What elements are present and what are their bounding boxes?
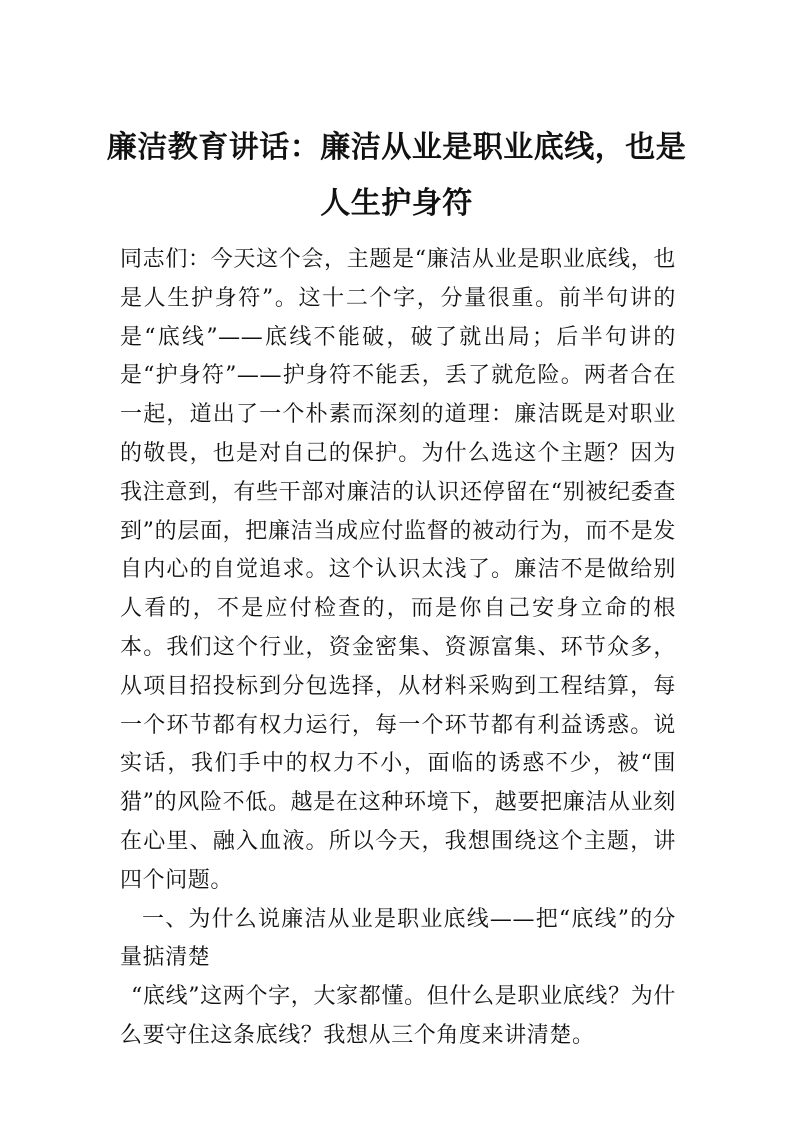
document-body [120, 241, 676, 1056]
document-title [100, 120, 693, 232]
intro-paragraph: 同志们：今天这个会，主题是“廉洁从业是职业底线，也是人生护身符”。这十二个字，分量很重。前半句讲的是“底线”——底线不能破，破了就出局；后半句讲的是“护身符”——护身符不能丢，丢了就危险。两者合在一起，道出了一个朴素而深刻的道理：廉洁既是对职业的敬畏，也是对自己的保护。为什么选这个主题？因为我注意到，有些干部对廉洁的认识还停留在“别被纪委查到”的层面，把廉洁当成应付监督的被动行为，而不是发自内心的自觉追求。这个认识太浅了。廉洁不是做给别人看的，不是应付检查的，而是你自己安身立命的根本。我们这个行业，资金密集、资源富集、环节众多，从项目招投标到分包选择，从材料采购到工程结算，每一个环节都有权力运行，每一个环节都有利益诱惑。说实话，我们手中的权力不小，面临的诱惑不少，被“围猎”的风险不低。越是在这种环境下，越要把廉洁从业刻在心里、融入血液。所以今天，我想围绕这个主题，讲四个问题。 [120, 247, 676, 893]
section-paragraph-1: “底线”这两个字，大家都懂。但什么是职业底线？为什么要守住这条底线？我想从三个角度来讲清楚。 [120, 984, 676, 1048]
title-line-1: 廉洁教育讲话：廉洁从业是职业底线，也是 [106, 130, 687, 165]
section-heading-1: 一、为什么说廉洁从业是职业底线——把“底线”的分量掂清楚 [120, 906, 676, 971]
title-line-2: 人生护身符 [320, 186, 473, 221]
